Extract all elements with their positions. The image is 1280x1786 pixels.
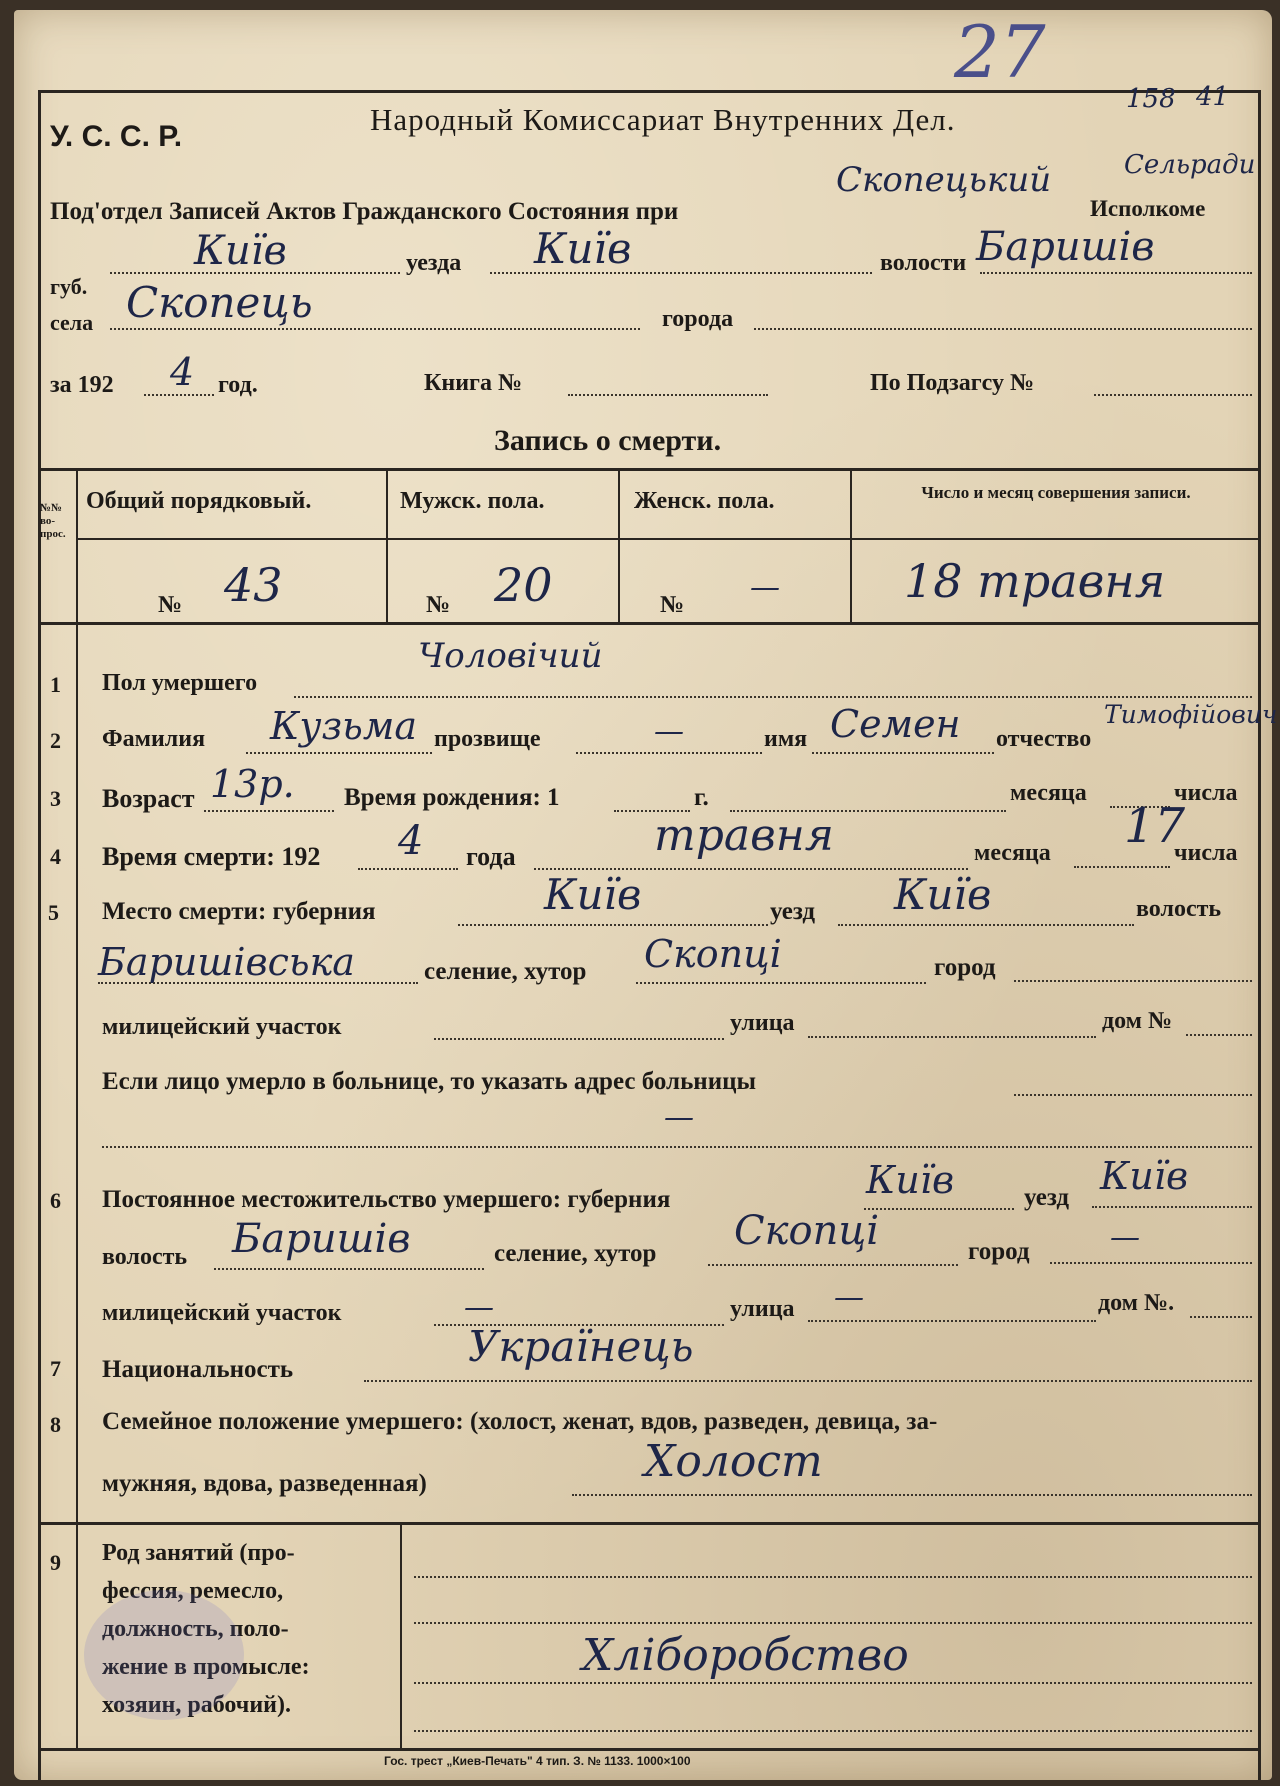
sex-line (294, 696, 1252, 698)
death-time-label: Время смерти: 192 (102, 842, 321, 871)
nationality-line (364, 1380, 1252, 1382)
hospital-label: Если лицо умерло в больнице, то указать адрес больницы (102, 1068, 757, 1095)
hospital-value: — (664, 1100, 694, 1135)
selrada-note: Сельради (1124, 150, 1256, 180)
residence-selo-value: Скопці (734, 1208, 880, 1254)
name-line (812, 752, 994, 754)
death-gorod-label: город (934, 954, 996, 981)
death-volost-line (98, 982, 418, 984)
occupation-top-rule (38, 1522, 1260, 1525)
gub-value: Київ (194, 228, 287, 274)
year-value: 4 (170, 350, 195, 394)
death-uezd-label: уезд (770, 898, 816, 925)
subdept-handwritten: Скопецький (836, 160, 1052, 200)
birth-day-label: числа (1174, 780, 1238, 806)
death-uezd-value: Київ (894, 870, 992, 919)
nationality-value: Українець (468, 1322, 694, 1371)
nickname-label: прозвище (434, 726, 541, 752)
row-num-1: 1 (50, 672, 61, 697)
birth-month-label: месяца (1010, 780, 1087, 806)
death-dom-label: дом № (1102, 1008, 1173, 1034)
uezd-value: Київ (534, 224, 632, 273)
occupation-label-2: фессия, ремесло, (102, 1578, 284, 1604)
record-date: 18 травня (904, 554, 1166, 608)
age-label: Возраст (102, 784, 195, 813)
selo-value: Скопець (126, 278, 313, 327)
death-milic-label: милицейский участок (102, 1014, 342, 1040)
residence-selo-label: селение, хутор (494, 1240, 657, 1267)
archive-mark: 27 (954, 10, 1046, 94)
volost-label: волости (880, 250, 967, 276)
death-day-value: 17 (1124, 798, 1186, 854)
residence-label: Постоянное местожительство умершего: губерния (102, 1186, 671, 1213)
residence-volost-label: волость (102, 1244, 188, 1270)
nickname-value: — (654, 714, 684, 749)
residence-selo-line (708, 1264, 958, 1266)
subdept-suffix: Исполкоме (1090, 196, 1206, 221)
no-prefix-3: № (660, 592, 685, 618)
podzags-line (1094, 394, 1252, 396)
residence-volost-line (214, 1268, 484, 1270)
volost-line (980, 272, 1252, 274)
print-footer: Гос. трест „Киев-Печать" 4 тип. З. № 1133. 1000×100 (384, 1754, 691, 1768)
book-label: Книга № (424, 370, 523, 396)
gub-label: губ. (50, 274, 88, 299)
year-prefix: за 192 (50, 372, 114, 398)
death-ulica-label: улица (730, 1010, 795, 1036)
death-place-label: Место смерти: губерния (102, 898, 376, 925)
uezd-label: уезда (406, 250, 462, 276)
subdept-label: Под'отдел Записей Актов Гражданского Состояния при (50, 198, 679, 225)
col-date-header: Число и месяц совершения записи. (921, 483, 1191, 502)
residence-uezd-label: уезд (1024, 1184, 1070, 1211)
country-label: У. С. С. Р. (50, 120, 183, 153)
surname-value: Кузьма (270, 704, 418, 748)
gorod-line (754, 328, 1252, 330)
residence-dom-line (1190, 1316, 1252, 1318)
marital-line (572, 1494, 1252, 1496)
marital-value: Холост (644, 1436, 823, 1487)
occupation-label-3: должность, поло- (102, 1616, 289, 1642)
death-ulica-line (808, 1036, 1096, 1038)
row-num-2: 2 (50, 728, 61, 753)
residence-gorod-label: город (968, 1238, 1030, 1265)
table-mid-rule (76, 538, 1260, 540)
death-gub-line (458, 924, 768, 926)
table-col-rule-2 (386, 468, 388, 624)
residence-milic-value: — (464, 1290, 494, 1325)
death-selo-label: селение, хутор (424, 958, 587, 985)
occupation-line-4 (414, 1730, 1252, 1732)
table-col-rule-3 (618, 468, 620, 624)
nationality-label: Национальность (102, 1356, 294, 1383)
death-milic-line (434, 1038, 724, 1040)
death-goda-label: года (466, 842, 516, 871)
residence-uezd-line (1092, 1206, 1252, 1208)
nickname-line (576, 752, 762, 754)
death-dom-line (1186, 1034, 1252, 1036)
occupation-label-4: жение в промысле: (102, 1654, 310, 1680)
residence-gub-value: Київ (866, 1158, 955, 1202)
sex-label: Пол умершего (102, 670, 258, 696)
residence-milic-label: милицейский участок (102, 1300, 342, 1326)
death-gub-value: Київ (544, 870, 642, 919)
residence-ulica-line (808, 1320, 1096, 1322)
death-volost-value: Баришівська (98, 940, 355, 984)
no-prefix-1: № (158, 592, 183, 618)
col-total-header: Общий порядковый. (86, 488, 312, 514)
name-value: Семен (830, 702, 961, 746)
age-value: 13р. (210, 762, 295, 806)
record-title: Запись о смерти. (494, 424, 722, 457)
occupation-label-1: Род занятий (про- (102, 1540, 295, 1566)
row-num-7: 7 (50, 1356, 61, 1381)
residence-gub-line (864, 1208, 1014, 1210)
hospital-line (1014, 1094, 1252, 1096)
male-number: 20 (494, 558, 553, 612)
death-month-value: травня (654, 810, 834, 861)
occupation-line-2 (414, 1622, 1252, 1624)
col-num-header: №№ во-прос. (40, 502, 66, 540)
occupation-value: Хліборобство (582, 1630, 909, 1681)
marital-label-2: мужняя, вдова, разведенная) (102, 1470, 427, 1497)
occupation-col-rule (400, 1522, 402, 1750)
residence-ulica-label: улица (730, 1296, 795, 1322)
gorod-label: города (662, 306, 734, 332)
selo-line (110, 328, 640, 330)
female-number: — (750, 570, 780, 605)
death-year-line (358, 868, 458, 870)
occupation-line-1 (414, 1576, 1252, 1578)
book-line (568, 394, 768, 396)
death-selo-value: Скопці (644, 932, 782, 976)
birth-label: Время рождения: 1 (344, 784, 560, 811)
residence-gorod-value: — (1110, 1220, 1140, 1255)
table-top-rule (38, 468, 1260, 471)
death-year-value: 4 (398, 818, 424, 864)
table-col-rule-4 (850, 468, 852, 624)
table-col-rule-1 (76, 468, 78, 1750)
surname-line (246, 752, 432, 754)
death-day-line (1074, 866, 1170, 868)
residence-dom-label: дом №. (1098, 1290, 1175, 1316)
table-bottom-rule (38, 622, 1260, 625)
row-num-6: 6 (50, 1188, 61, 1213)
patronymic-label: отчество (996, 726, 1092, 752)
surname-label: Фамилия (102, 726, 206, 752)
residence-uezd-value: Київ (1100, 1154, 1189, 1198)
residence-volost-value: Баришів (232, 1216, 411, 1262)
row-num-9: 9 (50, 1550, 61, 1575)
marital-label: Семейное положение умершего: (холост, женат, вдов, разведен, девица, за- (102, 1408, 938, 1435)
age-line (204, 810, 334, 812)
faded-stamp-mark (84, 1590, 244, 1720)
frame-top (38, 90, 1260, 93)
name-label: имя (764, 726, 808, 752)
col-female-header: Женск. пола. (634, 488, 775, 514)
ministry-title: Народный Комиссариат Внутренних Дел. (370, 102, 956, 137)
col-male-header: Мужск. пола. (400, 488, 545, 514)
total-number: 43 (224, 558, 283, 612)
no-prefix-2: № (426, 592, 451, 618)
death-day-label: числа (1174, 840, 1238, 866)
volost-value: Баришів (976, 224, 1155, 270)
selo-label: села (50, 310, 94, 335)
death-volost-label: волость (1136, 896, 1222, 922)
sex-value: Чоловічий (418, 636, 603, 676)
death-uezd-line (838, 924, 1134, 926)
row-num-5: 5 (48, 900, 59, 925)
death-month-label: месяца (974, 840, 1051, 866)
podzags-label: По Подзагсу № (870, 370, 1035, 396)
row-num-8: 8 (50, 1412, 61, 1437)
row-num-3: 3 (50, 786, 61, 811)
occupation-label-5: хозяин, рабочий). (102, 1692, 291, 1718)
year-line (144, 394, 214, 396)
occupation-line-3 (414, 1682, 1252, 1684)
archive-mark-2: 41 (1196, 82, 1230, 112)
frame-left (38, 90, 41, 1780)
patronymic-value: Тимофійович (1104, 700, 1278, 729)
death-selo-line (636, 982, 926, 984)
document-page (14, 10, 1278, 1780)
occupation-bottom-rule (38, 1748, 1260, 1751)
residence-ulica-value: — (834, 1280, 864, 1315)
hospital-line-2 (102, 1146, 1252, 1148)
residence-gorod-line (1050, 1262, 1252, 1264)
frame-right (1258, 90, 1261, 1780)
birth-year-suffix: г. (694, 784, 709, 811)
page-number: 158 (1126, 84, 1176, 114)
year-suffix: год. (218, 372, 258, 398)
row-num-4: 4 (50, 844, 61, 869)
death-gorod-line (1014, 980, 1252, 982)
